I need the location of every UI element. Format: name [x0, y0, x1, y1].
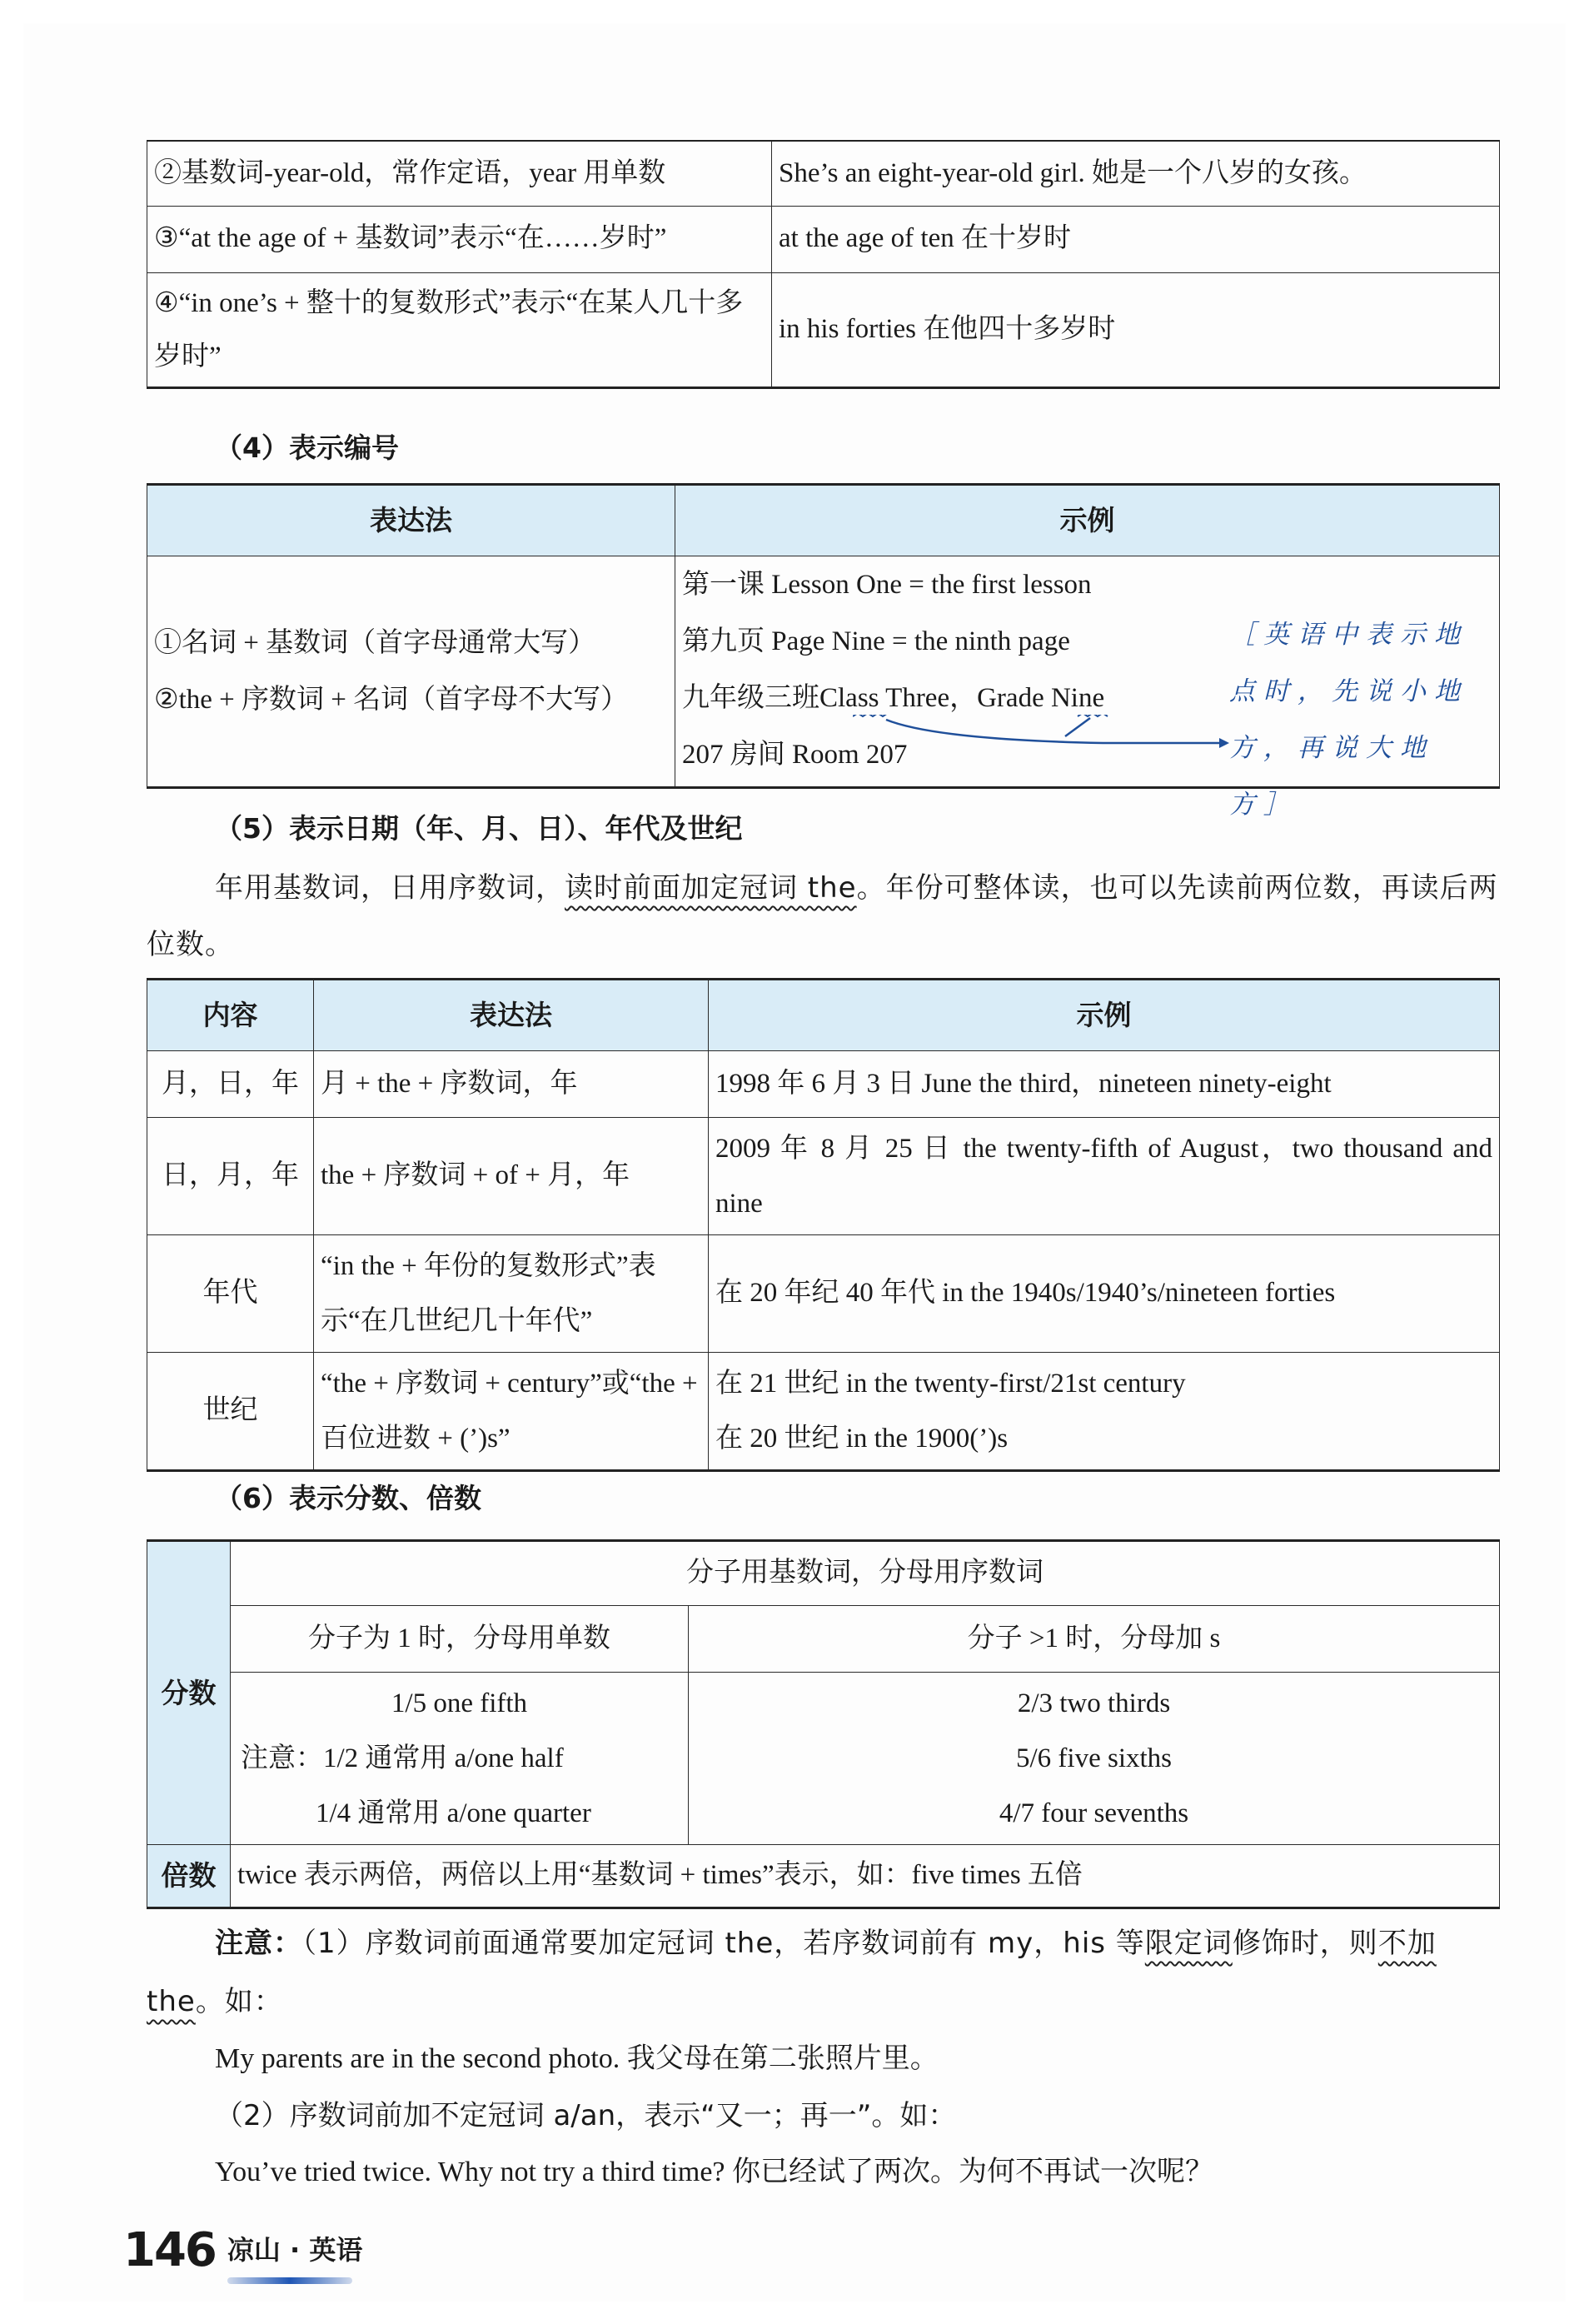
table-header-row — [147, 980, 1500, 1051]
rule-cell: ③“at the age of + 基数词”表示“在……岁时” — [147, 206, 772, 272]
content-cell: 日，月，年 — [147, 1118, 314, 1235]
expression-cell: the + 序数词 + of + 月，年 — [314, 1118, 709, 1235]
example-cell: 2009 年 8 月 25 日 the twenty-fifth of August，two thousand and nine — [709, 1118, 1500, 1235]
note-label: 注意： — [215, 1927, 302, 1960]
example-item: 第九页 Page Nine = the ninth page — [682, 626, 1070, 656]
example-item: 5/6 five sixths — [1016, 1743, 1172, 1773]
handwritten-note: ［英语中表示地点时，先说小地方，再说大地方］ — [1229, 620, 1468, 820]
table-row — [147, 1235, 1500, 1353]
fraction-header: 分子用基数词，分母用序数词 — [231, 1541, 1500, 1606]
example-cell: 在 20 年纪 40 年代 in the 1940s/1940’s/nineteen forties — [709, 1235, 1500, 1353]
example-item: 在 20 世纪 in the 1900(’)s — [715, 1424, 1009, 1454]
annotation-arrow-icon — [853, 715, 1236, 748]
book-title: 凉山 · 英语 — [227, 2229, 362, 2274]
expression-cell: “the + 序数词 + century”或“the + 百位进数 + (’)s” — [314, 1353, 709, 1471]
rule-cell — [147, 556, 675, 788]
table-row — [147, 1541, 1500, 1606]
column-header: 分子 >1 时，分母加 s — [689, 1606, 1500, 1673]
column-header: 表达法 — [314, 980, 709, 1051]
section-title: （4）表示编号 — [215, 431, 399, 464]
column-header: 表达法 — [147, 485, 675, 556]
content-cell: 世纪 — [147, 1353, 314, 1471]
paragraph: 年用基数词，日用序数词，读时前面加定冠词 the。年份可整体读，也可以先读前两位数，再读后两位数。 — [147, 871, 1498, 961]
rule-item: ②the + 序数词 + 名词（首字母不大写） — [154, 685, 629, 715]
example-sentence: You’ve tried twice. Why not try a third time? 你已经试了两次。为何不再试一次呢？ — [215, 2157, 1214, 2187]
column-header: 内容 — [147, 980, 314, 1051]
table-header-row — [147, 485, 1500, 556]
example-item: 第一课 Lesson One = the first lesson — [682, 570, 1092, 600]
content-cell: 月，日，年 — [147, 1051, 314, 1118]
table-row — [147, 1606, 1500, 1673]
example-item: 207 房间 Room 207 — [682, 740, 908, 770]
wavy-emphasis: 读时前面加定冠词 the — [565, 871, 857, 905]
example-item: 1/5 one fifth — [391, 1688, 528, 1718]
multiple-text: twice 表示两倍，两倍以上用“基数词 + times”表示，如：five times 五倍 — [231, 1845, 1500, 1908]
column-header: 示例 — [675, 485, 1500, 556]
table-row — [147, 141, 1500, 206]
section-title: （5）表示日期（年、月、日）、年代及世纪 — [215, 812, 743, 845]
wavy-emphasis: the — [147, 1985, 196, 2018]
section-title: （6）表示分数、倍数 — [215, 1482, 481, 1514]
table-row — [147, 1051, 1500, 1118]
example-cell — [709, 1353, 1500, 1471]
table-row — [147, 1118, 1500, 1235]
example-item: 1/4 通常用 a/one quarter — [316, 1798, 591, 1828]
example-item: 注意：1/2 通常用 a/one half — [241, 1743, 564, 1773]
example-cell: at the age of ten 在十岁时 — [772, 206, 1500, 272]
left-examples — [231, 1673, 689, 1845]
example-cell: in his forties 在他四十多岁时 — [772, 272, 1500, 387]
example-cell: 1998 年 6 月 3 日 June the third，nineteen ninety-eight — [709, 1051, 1500, 1118]
rule-item: ①名词 + 基数词（首字母通常大写） — [154, 628, 596, 658]
fraction-table — [147, 1539, 1500, 1909]
note-2: （2）序数词前加不定冠词 a/an，表示“又一；再一”。如： — [215, 2099, 957, 2132]
example-item: 在 21 世纪 in the twenty-first/21st century — [715, 1369, 1186, 1399]
multiple-label: 倍数 — [147, 1845, 231, 1908]
age-expression-table — [147, 140, 1500, 389]
table-row — [147, 272, 1500, 387]
wavy-emphasis: 限定词 — [1144, 1927, 1233, 1960]
table-row — [147, 1673, 1500, 1845]
content-cell: 年代 — [147, 1235, 314, 1353]
notes-block — [147, 1914, 1499, 2201]
example-item: 九年级三班Class Three，Grade Nine — [682, 683, 1105, 713]
table-row — [147, 1353, 1500, 1471]
right-examples — [689, 1673, 1500, 1845]
page-number: 146 — [123, 2223, 216, 2277]
example-item: 4/7 four sevenths — [999, 1798, 1189, 1828]
note-1: 注意：（1）序数词前面通常要加定冠词 the，若序数词前有 my，his 等限定词修饰时，则不加the。如： — [147, 1927, 1437, 2018]
example-cell: She’s an eight-year-old girl. 她是一个八岁的女孩。 — [772, 141, 1500, 206]
page — [23, 23, 1566, 2302]
example-sentence: My parents are in the second photo. 我父母在第二张照片里。 — [215, 2043, 939, 2074]
page-footer — [123, 2207, 363, 2277]
wavy-emphasis: 不加 — [1377, 1927, 1437, 1960]
table-row — [147, 206, 1500, 272]
rule-cell: ②基数词-year-old，常作定语，year 用单数 — [147, 141, 772, 206]
column-header: 分子为 1 时，分母用单数 — [231, 1606, 689, 1673]
column-header: 示例 — [709, 980, 1500, 1051]
table-row — [147, 1845, 1500, 1908]
fraction-label: 分数 — [147, 1541, 231, 1845]
date-table — [147, 978, 1500, 1472]
expression-cell: “in the + 年份的复数形式”表示“在几世纪几十年代” — [314, 1235, 709, 1353]
expression-cell: 月 + the + 序数词，年 — [314, 1051, 709, 1118]
rule-cell: ④“in one’s + 整十的复数形式”表示“在某人几十多岁时” — [147, 272, 772, 387]
example-item: 2/3 two thirds — [1017, 1688, 1171, 1718]
